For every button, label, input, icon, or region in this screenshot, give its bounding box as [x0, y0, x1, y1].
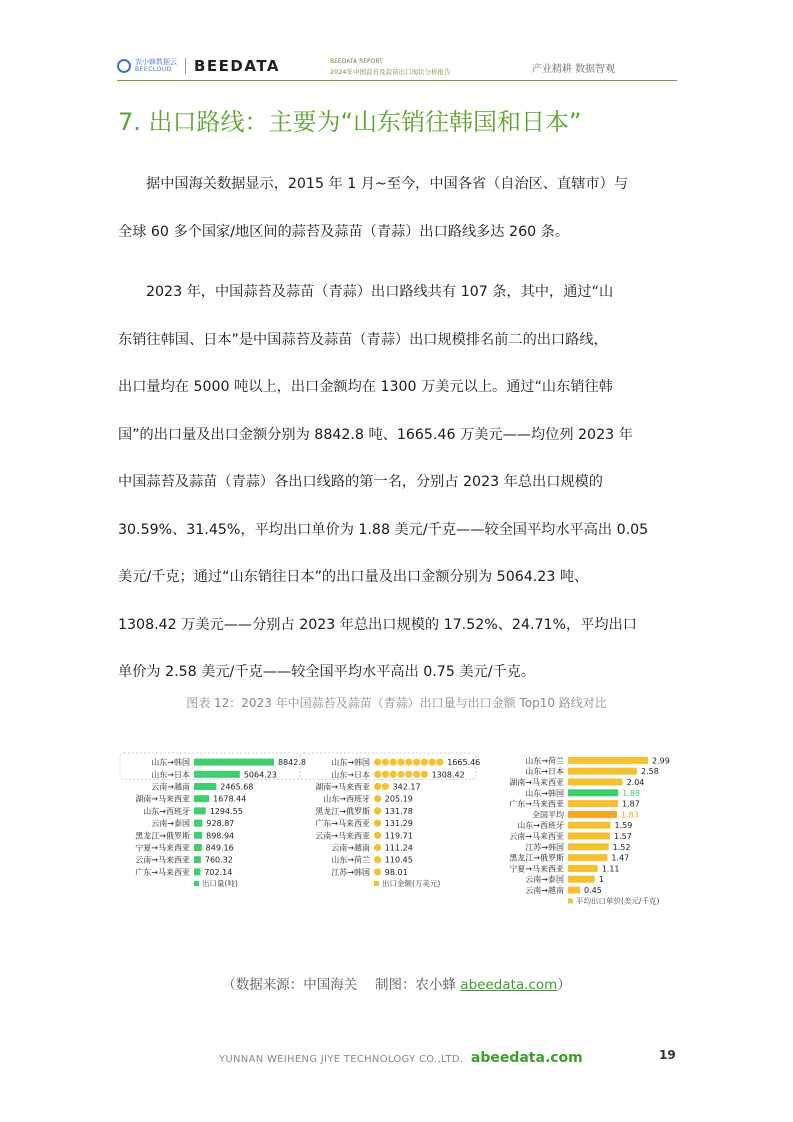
bar [568, 779, 623, 786]
value-label: 1308.42 [431, 770, 465, 780]
footer [219, 1050, 583, 1066]
coin-mark [397, 759, 404, 766]
value-label: 1.11 [601, 864, 620, 874]
category-label: 山东→日本 [151, 770, 190, 780]
category-label: 湖南→马来西亚 [315, 782, 370, 792]
legend-swatch [374, 881, 379, 886]
bar [568, 854, 607, 861]
coin-mark [374, 783, 381, 790]
coin-mark [390, 771, 397, 778]
category-label: 宁夏→马来西亚 [135, 843, 190, 853]
value-label: 119.71 [384, 831, 413, 841]
bar [194, 759, 274, 766]
logo-cn-text: 农小蜂数据云 [135, 58, 177, 66]
paragraph-1 [118, 174, 678, 269]
bar [568, 876, 595, 883]
value-label: 2.99 [652, 756, 670, 766]
report-en-title: BEEDATA REPORT [330, 58, 383, 65]
value-label: 928.87 [206, 819, 235, 829]
paragraph-line: 全球 60 多个国家/地区间的蒜苔及蒜苗（青蒜）出口路线多达 260 条。 [118, 223, 570, 240]
coin-mark [413, 759, 420, 766]
category-label: 全国平均 [532, 810, 564, 820]
category-label: 黑龙江→俄罗斯 [315, 806, 370, 816]
bar [568, 768, 637, 775]
category-label: 山东→韩国 [151, 758, 190, 768]
category-label: 云南→马来西亚 [509, 832, 564, 841]
paragraph-line: 中国蒜苔及蒜苗（青蒜）各出口线路的第一名，分别占 2023 年总出口规模的 [118, 474, 603, 490]
category-label: 山东→西班牙 [517, 821, 564, 831]
category-label: 江苏→韩国 [331, 867, 370, 877]
legend-label: 出口金额(万美元) [382, 879, 441, 888]
category-label: 黑龙江→俄罗斯 [135, 831, 190, 841]
value-label: 1.59 [614, 821, 633, 831]
paragraph-line: 据中国海关数据显示，2015 年 1 月~至今，中国各省（自治区、直辖市）与 [146, 176, 628, 192]
brand-name: BEEDATA [194, 57, 280, 75]
category-label: 江苏→韩国 [525, 842, 564, 852]
legend-swatch [568, 898, 573, 903]
coin-mark [421, 759, 428, 766]
value-label: 898.94 [206, 831, 235, 841]
value-label: 760.32 [204, 855, 233, 865]
coin-mark [421, 771, 428, 778]
category-label: 山东→西班牙 [143, 806, 190, 816]
paragraph-line: 美元/千克；通过“山东销往日本”的出口量及出口金额分别为 5064.23 吨、 [118, 569, 589, 585]
coin-mark [374, 807, 381, 814]
category-label: 云南→泰国 [525, 875, 564, 885]
source-suffix: ） [557, 977, 571, 993]
value-label: 1678.44 [213, 794, 247, 804]
coin-mark [374, 795, 381, 802]
category-label: 云南→泰国 [151, 819, 190, 829]
category-label: 云南→越南 [331, 843, 370, 853]
footer-site[interactable]: abeedata.com [470, 1050, 583, 1066]
category-label: 山东→荷兰 [331, 855, 370, 865]
category-label: 广东→马来西亚 [315, 819, 370, 829]
legend-label: 平均出口单价(美元/千克) [576, 896, 660, 906]
coin-mark [374, 832, 381, 839]
category-label: 湖南→马来西亚 [509, 778, 564, 787]
bar [194, 868, 200, 875]
category-label: 云南→越南 [151, 782, 190, 792]
bar [194, 771, 240, 778]
page-header [0, 0, 793, 86]
bar [194, 807, 206, 814]
value-label: 110.45 [384, 855, 413, 865]
paragraph-line: 30.59%、31.45%，平均出口单价为 1.88 美元/千克——较全国平均水平高出 0.05 [118, 521, 649, 538]
figure-caption: 图表 12：2023 年中国蒜苔及蒜苗（青蒜）出口量与出口金额 Top10 路线对比 [186, 696, 607, 710]
coin-mark [413, 771, 420, 778]
coin-mark [397, 771, 404, 778]
route-comparison-charts [118, 748, 678, 938]
value-label: 5064.23 [243, 770, 277, 780]
bar [194, 820, 202, 827]
value-label: 702.14 [204, 867, 233, 877]
value-label: 2.04 [626, 778, 645, 787]
value-label: 1.87 [622, 799, 640, 809]
coin-mark [405, 759, 412, 766]
logo [117, 57, 280, 75]
category-label: 黑龙江→俄罗斯 [509, 853, 564, 863]
bar [568, 757, 648, 764]
paragraph-line: 东销往韩国、日本”是中国蒜苔及蒜苗（青蒜）出口规模排名前二的出口路线， [118, 331, 608, 348]
source-prefix: （数据来源：中国海关 制图：农小蜂 [222, 977, 461, 993]
category-label: 湖南→马来西亚 [135, 794, 190, 804]
bar [194, 783, 216, 790]
bar [568, 789, 618, 796]
paragraph-line: 1308.42 万美元——分别占 2023 年总出口规模的 17.52%、24.71%，平均出口 [118, 616, 637, 633]
footer-company: YUNNAN WEIHENG JIYE TECHNOLOGY CO.,LTD. [219, 1054, 464, 1065]
coin-mark [436, 759, 443, 766]
value-label: 1294.55 [209, 806, 243, 816]
report-cn-title: 2024年中国蒜苔及蒜苗出口现状分析报告 [330, 68, 451, 76]
value-label: 2.58 [641, 767, 659, 777]
category-label: 云南→马来西亚 [315, 831, 370, 841]
paragraph-2 [118, 282, 678, 710]
bar [568, 887, 580, 894]
value-label: 131.78 [384, 806, 413, 816]
value-label: 1.88 [622, 788, 641, 798]
category-label: 广东→马来西亚 [135, 867, 190, 877]
source-link[interactable]: abeedata.com [460, 977, 558, 993]
bar [194, 832, 202, 839]
bar [568, 843, 609, 850]
value-label: 1.57 [614, 832, 632, 841]
value-label: 1.52 [612, 842, 631, 852]
section-title: 7. 出口路线：主要为“山东销往韩国和日本” [118, 108, 582, 136]
category-label: 山东→韩国 [525, 788, 564, 798]
value-label: 98.01 [384, 867, 408, 877]
value-label: 342.17 [392, 782, 421, 792]
category-label: 山东→日本 [331, 770, 370, 780]
coin-mark [374, 856, 381, 863]
category-label: 山东→韩国 [331, 758, 370, 768]
bar [568, 865, 598, 872]
bar [568, 822, 611, 829]
value-label: 0.45 [584, 886, 602, 895]
category-label: 山东→日本 [525, 767, 564, 777]
category-label: 宁夏→马来西亚 [509, 864, 564, 874]
category-label: 山东→西班牙 [323, 794, 370, 804]
bar [194, 844, 202, 851]
value-label: 1 [598, 875, 604, 885]
value-label: 205.19 [384, 794, 413, 804]
paragraph-line: 2023 年，中国蒜苔及蒜苗（青蒜）出口路线共有 107 条，其中，通过“山 [146, 284, 614, 300]
paragraph-line: 单价为 2.58 美元/千克——较全国平均水平高出 0.75 美元/千克。 [118, 664, 536, 680]
value-label: 131.29 [384, 819, 413, 829]
source-note [0, 973, 793, 993]
category-label: 云南→马来西亚 [135, 855, 190, 865]
coin-mark [382, 783, 389, 790]
category-label: 云南→越南 [525, 886, 564, 895]
coin-mark [382, 771, 389, 778]
coin-mark [374, 868, 381, 875]
value-label: 1.83 [620, 810, 639, 820]
bar [194, 795, 209, 802]
coin-mark [390, 759, 397, 766]
coin-mark [374, 820, 381, 827]
value-label: 1.47 [611, 853, 630, 863]
legend-label: 出口量(吨) [202, 879, 238, 888]
report-title-block [330, 56, 451, 78]
bar [568, 811, 617, 818]
value-label: 849.16 [205, 843, 234, 853]
coin-mark [382, 759, 389, 766]
value-label: 8842.8 [278, 758, 306, 768]
page-number: 19 [659, 1048, 676, 1062]
value-label: 2465.68 [220, 782, 254, 792]
bar [568, 833, 610, 840]
value-label: 1665.46 [447, 758, 481, 768]
coin-mark [374, 844, 381, 851]
logo-divider [185, 58, 186, 74]
logo-en-text: BEECLOUD [135, 66, 172, 73]
bar [568, 800, 618, 807]
coin-mark [429, 759, 436, 766]
paragraph-line: 出口量均在 5000 吨以上，出口金额均在 1300 万美元以上。通过“山东销往韩 [118, 379, 613, 395]
coin-mark [374, 771, 381, 778]
coin-mark [374, 759, 381, 766]
coin-mark [405, 771, 412, 778]
value-label: 111.24 [384, 843, 413, 853]
chart-area [118, 748, 678, 938]
header-divider [117, 80, 677, 81]
category-label: 广东→马来西亚 [509, 799, 564, 809]
category-label: 山东→荷兰 [525, 756, 564, 766]
bar [194, 856, 201, 863]
beecloud-logo-icon [117, 59, 131, 73]
paragraph-line: 国”的出口量及出口金额分别为 8842.8 吨、1665.46 万美元——均位列 2023 年 [118, 426, 633, 443]
header-slogan: 产业精耕 数据智观 [532, 64, 616, 75]
legend-swatch [194, 881, 199, 886]
